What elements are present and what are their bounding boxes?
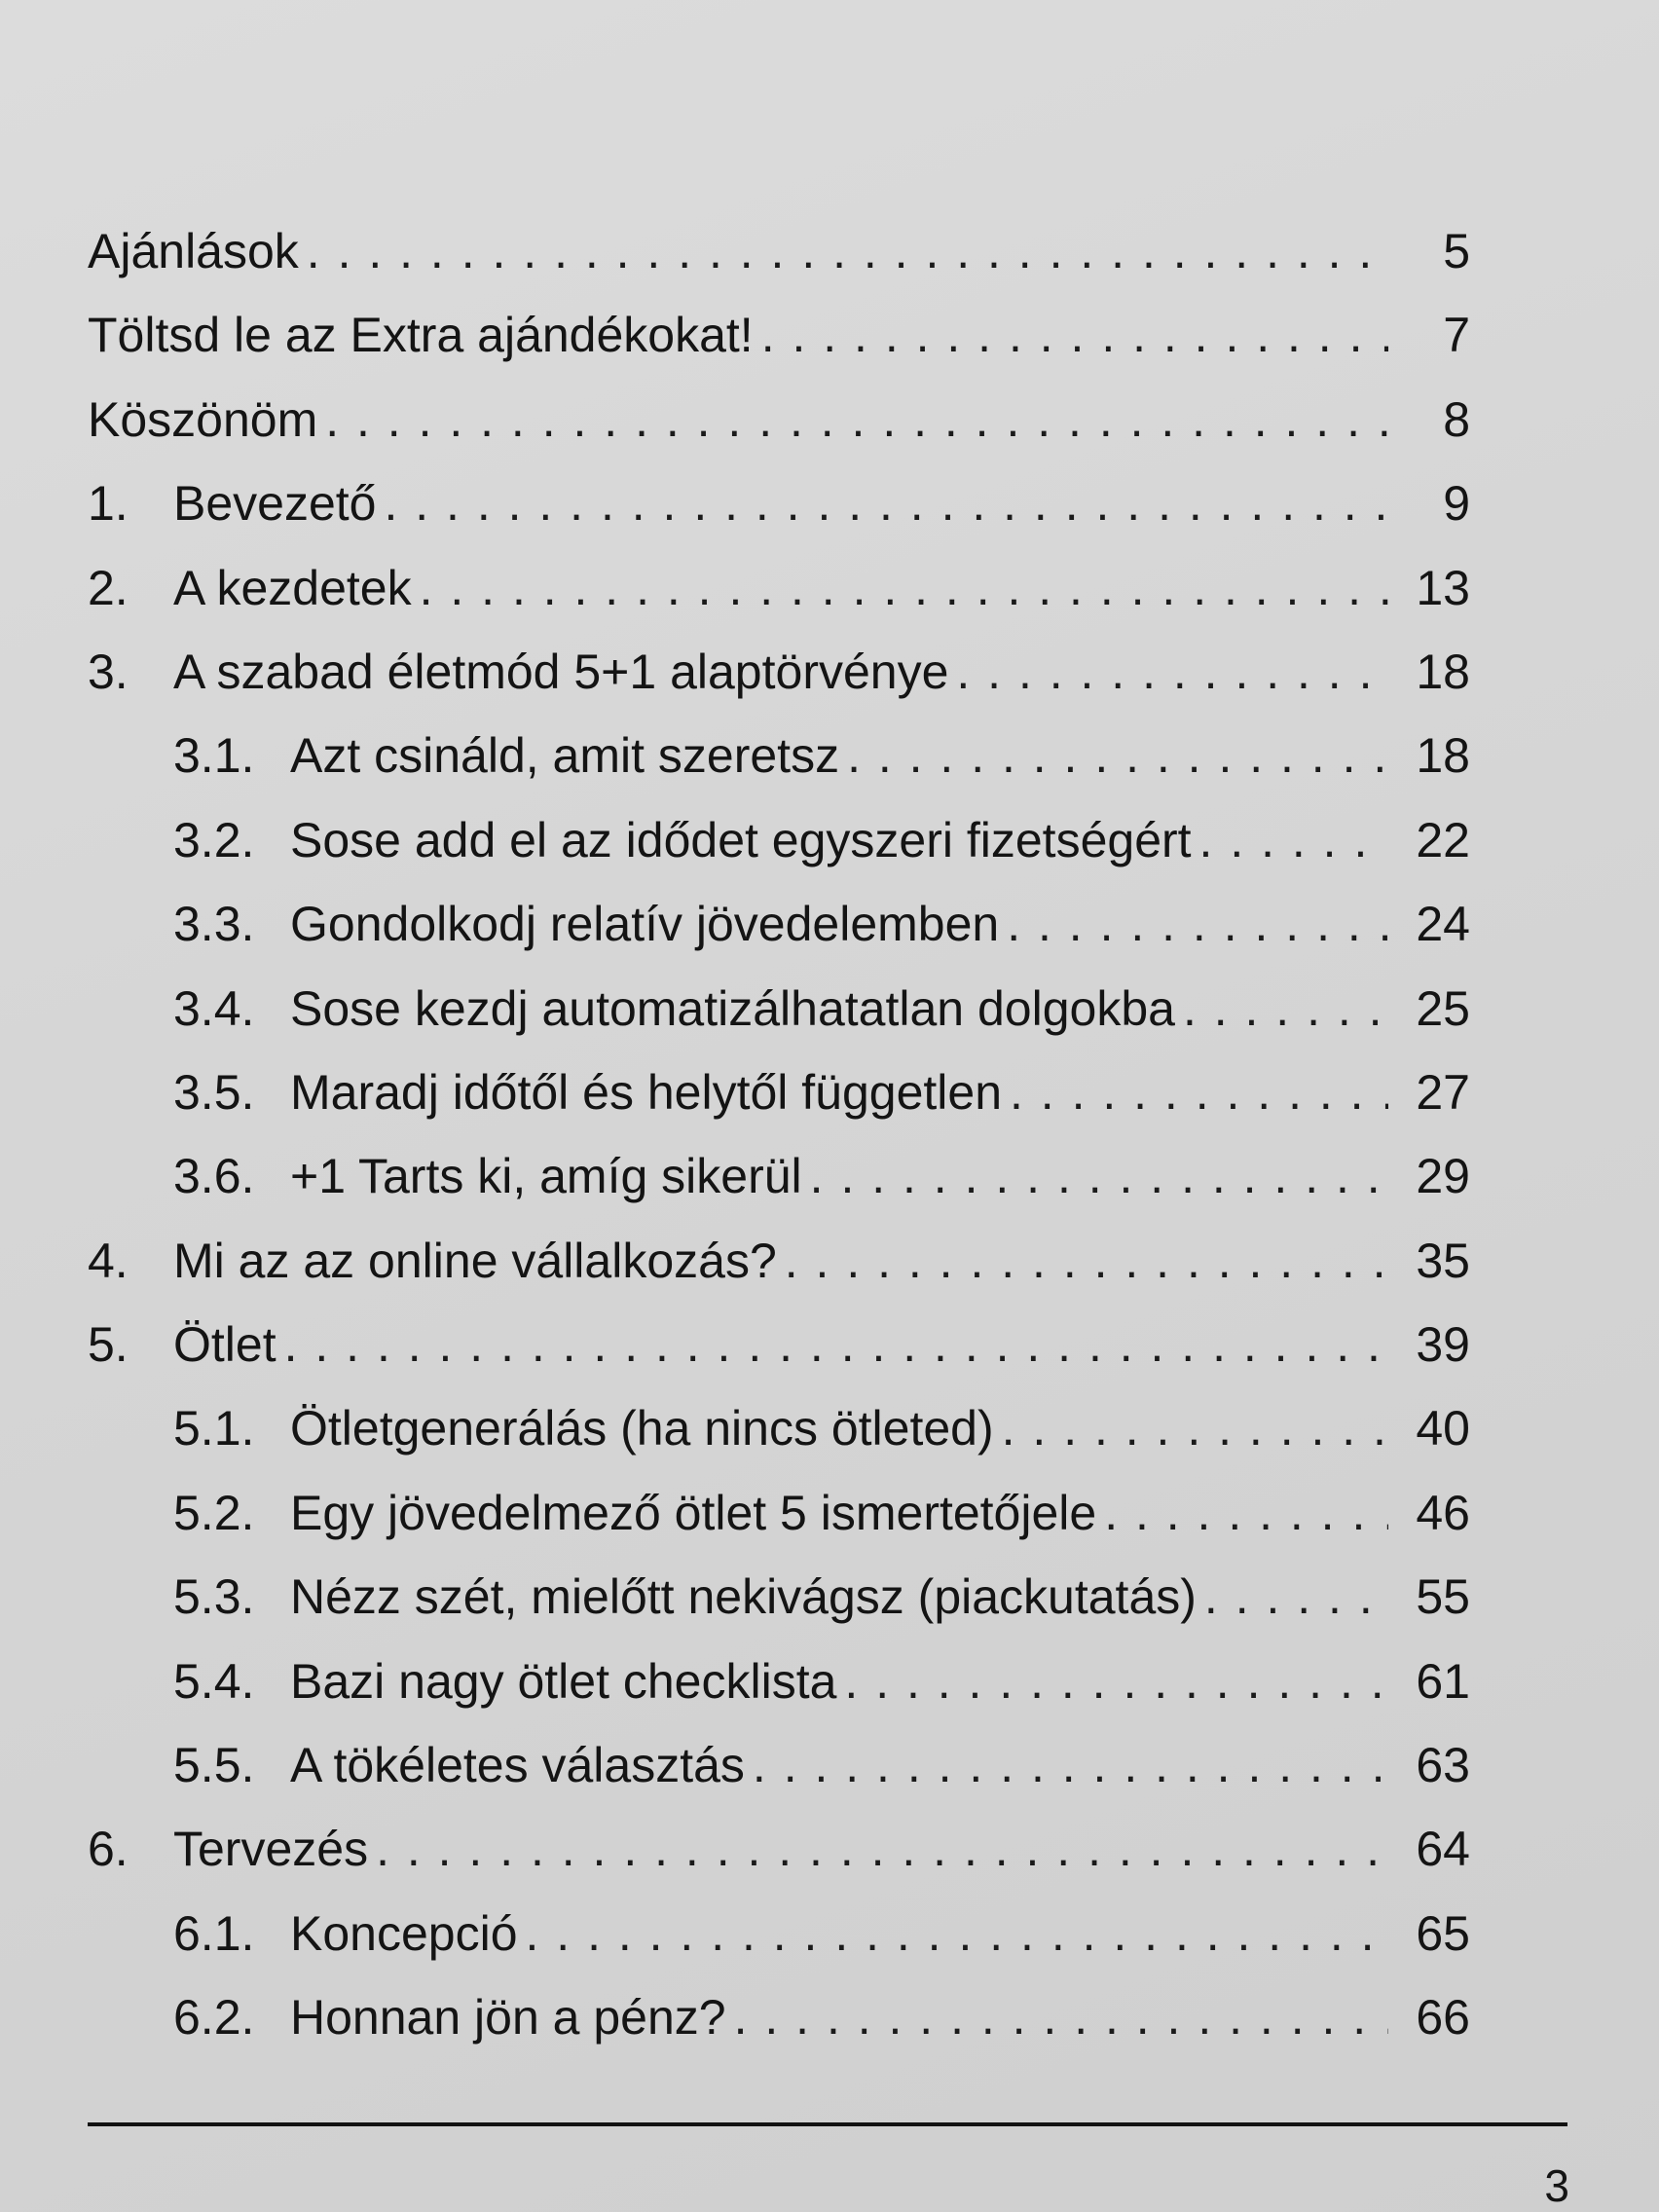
toc-entry-page: 9	[1443, 476, 1470, 532]
toc-entry-page: 63	[1416, 1738, 1470, 1793]
toc-entry-title: A tökéletes választás	[290, 1738, 745, 1793]
dot-leader	[384, 461, 1388, 545]
toc-entry-title: Tervezés	[173, 1822, 369, 1877]
dot-leader	[420, 546, 1388, 630]
toc-entry	[88, 209, 1470, 293]
toc-entry-page: 64	[1416, 1822, 1470, 1877]
toc-entry-number: 6.1.	[173, 1905, 255, 1961]
toc-entry-page: 40	[1416, 1401, 1470, 1456]
toc-entry-number: 6.2.	[173, 1990, 255, 2046]
toc-entry	[88, 546, 1470, 630]
toc-entry-title: Gondolkodj relatív jövedelemben	[290, 897, 1000, 952]
toc-entry	[88, 1555, 1470, 1639]
toc-entry-page: 25	[1416, 980, 1470, 1036]
toc-entry-page: 18	[1416, 728, 1470, 784]
dot-leader	[1199, 798, 1388, 882]
toc-entry-title: Köszönöm	[88, 391, 318, 447]
toc-entry	[88, 1386, 1470, 1470]
toc-entry-title: Sose add el az idődet egyszeri fizetségért	[290, 812, 1192, 867]
toc-entry-title: Sose kezdj automatizálhatatlan dolgokba	[290, 980, 1175, 1036]
toc-entry	[88, 1303, 1470, 1386]
toc-entry-page: 55	[1416, 1569, 1470, 1625]
toc-entry-number: 5.	[88, 1317, 129, 1373]
toc-entry-page: 29	[1416, 1149, 1470, 1204]
toc-entry-title: Koncepció	[290, 1905, 518, 1961]
toc-entry	[88, 1134, 1470, 1218]
toc-entry-title: Mi az az online vállalkozás?	[173, 1233, 777, 1288]
dot-leader	[1007, 882, 1388, 966]
toc-entry-title: +1 Tarts ki, amíg sikerül	[290, 1149, 802, 1204]
toc-entry	[88, 1892, 1470, 1975]
dot-leader	[1183, 967, 1388, 1051]
toc-entry-title: Maradj időtől és helytől független	[290, 1064, 1003, 1120]
toc-entry-title: Nézz szét, mielőtt nekivágsz (piackutatás)	[290, 1569, 1197, 1625]
dot-leader	[1010, 1051, 1388, 1134]
toc-entry-number: 5.2.	[173, 1485, 255, 1540]
toc-entry-page: 35	[1416, 1233, 1470, 1288]
toc-entry-page: 27	[1416, 1064, 1470, 1120]
toc-entry-number: 3.	[88, 644, 129, 699]
toc-entry-number: 4.	[88, 1233, 129, 1288]
toc-entry-title: Ajánlások	[88, 224, 299, 278]
toc-entry-page: 18	[1416, 644, 1470, 699]
toc-entry	[88, 1051, 1470, 1134]
footer-rule	[88, 2122, 1567, 2126]
toc-entry-number: 2.	[88, 560, 129, 615]
toc-entry-title: A kezdetek	[173, 560, 412, 615]
toc-entry-title: Töltsd le az Extra ajándékokat!	[88, 308, 754, 363]
toc-entry-title: Honnan jön a pénz?	[290, 1990, 726, 2046]
toc-entry-title: Egy jövedelmező ötlet 5 ismertetőjele	[290, 1485, 1097, 1540]
dot-leader	[325, 378, 1388, 461]
dot-leader	[1002, 1386, 1388, 1470]
toc-entry	[88, 1640, 1470, 1723]
dot-leader	[761, 293, 1388, 377]
toc-entry	[88, 293, 1470, 377]
dot-leader	[307, 209, 1388, 293]
dot-leader	[956, 630, 1388, 714]
toc-entry-page: 46	[1416, 1485, 1470, 1540]
dot-leader	[844, 1640, 1388, 1723]
toc-entry	[88, 1471, 1470, 1555]
toc-entry-title: Bazi nagy ötlet checklista	[290, 1653, 837, 1709]
toc-entry-number: 3.4.	[173, 980, 255, 1036]
toc-entry-page: 7	[1443, 308, 1470, 363]
toc-entry	[88, 714, 1470, 797]
dot-leader	[284, 1303, 1388, 1386]
toc-entry-page: 13	[1416, 560, 1470, 615]
toc-entry-page: 8	[1443, 391, 1470, 447]
toc-entry-page: 66	[1416, 1990, 1470, 2046]
toc-entry	[88, 1219, 1470, 1303]
toc-entry-number: 5.4.	[173, 1653, 255, 1709]
toc-entry-number: 1.	[88, 476, 129, 532]
toc-entry-number: 3.2.	[173, 812, 255, 867]
toc-entry-number: 3.5.	[173, 1064, 255, 1120]
dot-leader	[526, 1892, 1389, 1975]
dot-leader	[810, 1134, 1388, 1218]
dot-leader	[1204, 1555, 1388, 1639]
dot-leader	[847, 714, 1388, 797]
toc-entry	[88, 967, 1470, 1051]
toc-entry	[88, 1723, 1470, 1807]
toc-entry-page: 65	[1416, 1905, 1470, 1961]
toc-entry-title: Bevezető	[173, 476, 377, 532]
toc-entry-title: Azt csináld, amit szeretsz	[290, 728, 840, 784]
toc-entry-number: 3.3.	[173, 897, 255, 952]
page-number: 3	[1544, 2160, 1569, 2211]
toc-entry-number: 5.1.	[173, 1401, 255, 1456]
dot-leader	[734, 1975, 1388, 2059]
table-of-contents	[88, 209, 1470, 2060]
dot-leader	[376, 1807, 1388, 1891]
toc-entry-page: 22	[1416, 812, 1470, 867]
toc-entry	[88, 798, 1470, 882]
toc-entry-number: 5.3.	[173, 1569, 255, 1625]
toc-entry	[88, 882, 1470, 966]
toc-entry-page: 24	[1416, 897, 1470, 952]
toc-entry-number: 6.	[88, 1822, 129, 1877]
toc-entry-title: A szabad életmód 5+1 alaptörvénye	[173, 644, 949, 699]
toc-entry	[88, 1975, 1470, 2059]
toc-entry-title: Ötlet	[173, 1317, 276, 1373]
toc-entry	[88, 630, 1470, 714]
toc-entry-number: 3.1.	[173, 728, 255, 784]
toc-entry-title: Ötletgenerálás (ha nincs ötleted)	[290, 1401, 994, 1456]
toc-entry	[88, 1807, 1470, 1891]
toc-entry-number: 5.5.	[173, 1738, 255, 1793]
dot-leader	[753, 1723, 1388, 1807]
toc-entry	[88, 378, 1470, 461]
dot-leader	[1104, 1471, 1388, 1555]
toc-entry-page: 5	[1443, 224, 1470, 278]
toc-entry-number: 3.6.	[173, 1149, 255, 1204]
dot-leader	[785, 1219, 1388, 1303]
toc-entry-page: 39	[1416, 1317, 1470, 1373]
toc-entry-page: 61	[1416, 1653, 1470, 1709]
toc-entry	[88, 461, 1470, 545]
